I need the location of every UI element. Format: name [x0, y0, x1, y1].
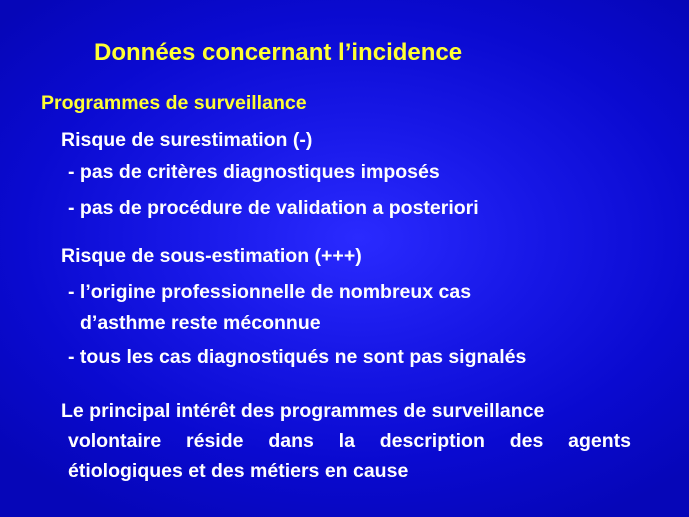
section-heading: Programmes de surveillance [41, 92, 307, 114]
conclusion-line: étiologiques et des métiers en cause [68, 460, 409, 482]
underestimation-item: - tous les cas diagnostiqués ne sont pas signalés [68, 346, 527, 368]
conclusion-line: Le principal intérêt des programmes de surveillance [61, 400, 545, 422]
underestimation-item-continuation: d’asthme reste méconnue [80, 312, 321, 334]
overestimation-item: - pas de procédure de validation a posteriori [68, 197, 479, 219]
slide-title: Données concernant l’incidence [94, 39, 463, 66]
overestimation-heading: Risque de surestimation (-) [61, 129, 313, 151]
underestimation-item: - l’origine professionnelle de nombreux cas [68, 281, 472, 303]
underestimation-heading: Risque de sous-estimation (+++) [61, 245, 362, 267]
overestimation-item: - pas de critères diagnostiques imposés [68, 161, 440, 183]
conclusion-paragraph [61, 396, 631, 486]
conclusion-line: volontaire réside dans la description des agents [68, 430, 631, 452]
